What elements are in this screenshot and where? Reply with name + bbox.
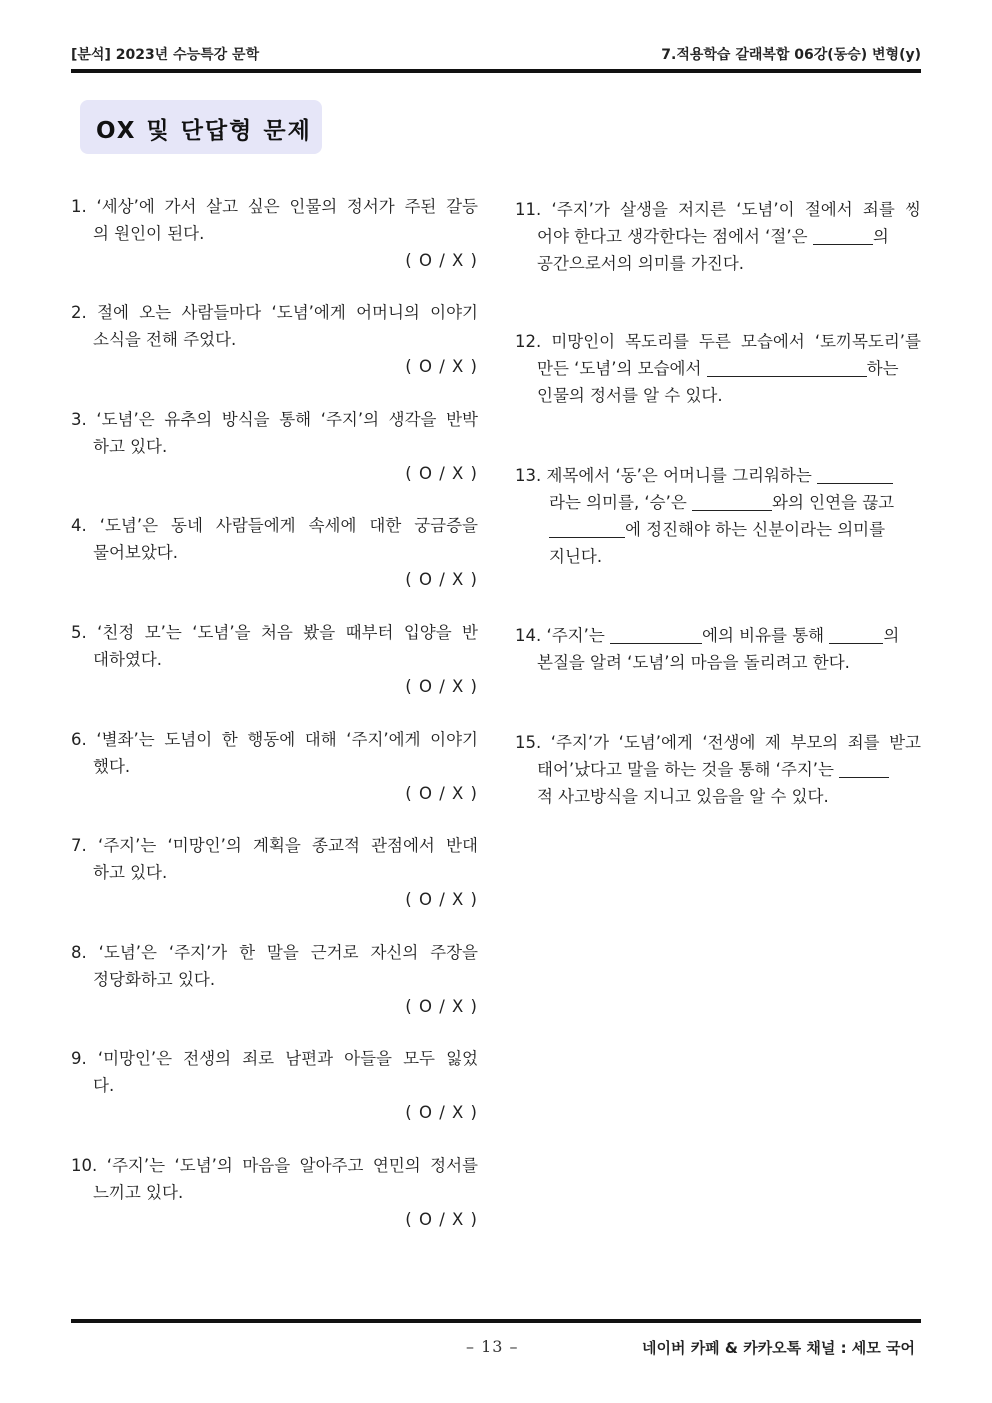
question-text: 11. ‘주지’가 살생을 저지른 ‘도념’이 절에서 죄를 씽 [515,200,921,219]
section-title: OX 및 단답형 문제 [96,118,312,144]
ox-question-6 [71,726,478,807]
question-text-cont: 물어보았다. [93,543,178,562]
question-text: 7. ‘주지’는 ‘미망인’의 계획을 종교적 관점에서 반대 [71,836,478,855]
question-text-cont: 라는 의미를, ‘승’은 와의 인연을 끊고 [549,493,895,512]
question-text-cont: 에 정진해야 하는 신분이라는 의미를 [515,516,921,543]
short-answer-question-14 [515,622,921,676]
short-answer-question-11 [515,196,921,277]
question-text-cont: 느끼고 있다. [93,1183,184,1202]
question-text: 15. ‘주지’가 ‘도념’에게 ‘전생에 제 부모의 죄를 받고 [515,733,921,752]
ox-answer-mark[interactable]: ( O / X ) [405,997,478,1016]
question-text: 13. 제목에서 ‘동’은 어머니를 그리워하는 [515,462,921,489]
question-text: 10. ‘주지’는 ‘도념’의 마음을 알아주고 연민의 정서를 [71,1156,478,1175]
page-number: – 13 – [466,1337,519,1356]
question-text-cont: 인물의 정서를 알 수 있다. [537,386,723,405]
question-text-cont: 소식을 전해 주었다. [93,330,237,349]
section-title-box [80,100,322,154]
question-text: 9. ‘미망인’은 전생의 죄로 남편과 아들을 모두 잃었 [71,1049,478,1068]
answer-blank[interactable] [817,465,893,484]
short-answer-question-12 [515,328,921,409]
ox-answer-mark[interactable]: ( O / X ) [405,251,478,270]
question-text-cont: 의 원인이 된다. [93,224,205,243]
question-text: 3. ‘도념’은 유추의 방식을 통해 ‘주지’의 생각을 반박 [71,410,478,429]
question-text-cont: 만든 ‘도념’의 모습에서 하는 [537,359,899,378]
ox-question-7 [71,832,478,913]
ox-answer-mark[interactable]: ( O / X ) [405,1103,478,1122]
question-text-cont: 하고 있다. [93,863,168,882]
question-text: 4. ‘도념’은 동네 사람들에게 속세에 대한 궁금증을 [71,516,478,535]
question-text-cont: 다. [93,1076,115,1095]
header-right-title: 7.적용학습 갈래복합 06강(동승) 변형(y) [661,47,921,63]
answer-blank[interactable] [829,625,883,644]
page-header [71,44,921,66]
answer-blank[interactable] [707,358,867,377]
ox-question-2 [71,299,478,380]
ox-question-9 [71,1045,478,1126]
answer-blank[interactable] [813,226,873,245]
question-text: 1. ‘세상’에 가서 살고 싶은 인물의 정서가 주된 갈등 [71,197,478,216]
question-text-cont: 본질을 알려 ‘도념’의 마음을 돌리려고 한다. [537,653,850,672]
short-answer-question-15 [515,729,921,810]
question-text: 5. ‘친정 모’는 ‘도념’을 처음 봤을 때부터 입양을 반 [71,623,478,642]
question-text: 14. ‘주지’는 에의 비유를 통해 의 [515,626,900,645]
ox-answer-mark[interactable]: ( O / X ) [405,677,478,696]
ox-question-3 [71,406,478,487]
ox-question-8 [71,939,478,1020]
ox-answer-mark[interactable]: ( O / X ) [405,784,478,803]
question-text-cont: 지닌다. [549,547,603,566]
question-text-cont: 적 사고방식을 지니고 있음을 알 수 있다. [537,787,829,806]
short-answer-question-13 [515,462,921,570]
question-text: 12. 미망인이 목도리를 두른 모습에서 ‘토끼목도리’를 [515,332,921,351]
header-left-title: [분석] 2023년 수능특강 문학 [71,47,260,63]
question-text-cont: 태어’났다고 말을 하는 것을 통해 ‘주지’는 [515,756,921,783]
question-text-cont: 하고 있다. [93,437,168,456]
ox-answer-mark[interactable]: ( O / X ) [405,464,478,483]
ox-question-10 [71,1152,478,1233]
question-text: 2. 절에 오는 사람들마다 ‘도념’에게 어머니의 이야기 [71,303,478,322]
question-text-cont: 정당화하고 있다. [93,970,216,989]
ox-question-4 [71,512,478,593]
ox-answer-mark[interactable]: ( O / X ) [405,890,478,909]
answer-blank[interactable] [549,519,625,538]
header-rule [71,69,921,73]
ox-answer-mark[interactable]: ( O / X ) [405,1210,478,1229]
footer-rule [71,1319,921,1323]
ox-question-1 [71,193,478,274]
answer-blank[interactable] [839,759,889,778]
answer-blank[interactable] [610,625,702,644]
answer-blank[interactable] [692,492,772,511]
question-text-cont: 공간으로서의 의미를 가진다. [537,254,745,273]
question-text: 6. ‘별좌’는 도념이 한 행동에 대해 ‘주지’에게 이야기 [71,730,478,749]
ox-answer-mark[interactable]: ( O / X ) [405,570,478,589]
question-text: 8. ‘도념’은 ‘주지’가 한 말을 근거로 자신의 주장을 [71,943,478,962]
question-text-cont: 했다. [93,757,131,776]
ox-answer-mark[interactable]: ( O / X ) [405,357,478,376]
question-text-cont: 대하였다. [93,650,163,669]
footer-channel-text: 네이버 카페 & 카카오톡 채널 : 세모 국어 [642,1339,915,1357]
ox-question-5 [71,619,478,700]
question-text-cont: 어야 한다고 생각한다는 점에서 ‘절’은 의 [537,227,889,246]
